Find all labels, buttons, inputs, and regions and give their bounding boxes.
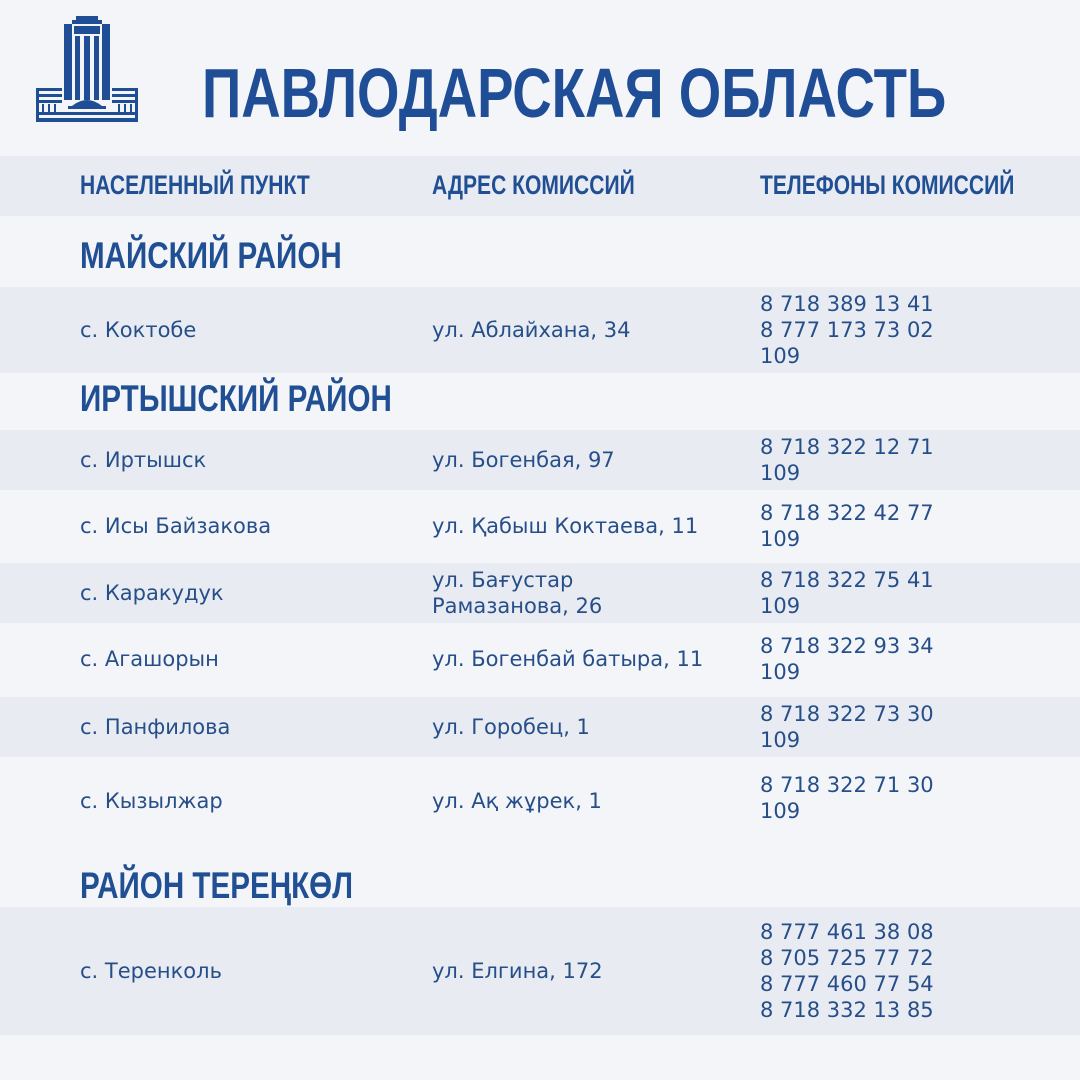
place-text: с. Каракудук [80,581,224,605]
section-title: МАЙСКИЙ РАЙОН [80,235,342,276]
address-text: ул. Елгина, 172 [432,959,603,983]
table-row [0,697,1080,757]
address-text: ул. Богенбай батыра, 11 [432,647,704,671]
address-cell [432,907,742,1035]
government-building-icon [34,14,140,124]
place-cell [80,563,410,623]
phones-text: 8 718 322 71 30 109 [760,773,934,823]
place-text: с. Панфилова [80,715,231,739]
address-text: ул. Ақ жұрек, 1 [432,789,602,813]
address-cell [432,563,742,623]
place-text: с. Иртышск [80,448,207,472]
place-text: с. Исы Байзакова [80,514,272,538]
address-text: ул. Горобец, 1 [432,715,590,739]
column-header-place: НАСЕЛЕННЫЙ ПУНКТ [80,170,310,200]
phones-cell [760,907,1060,1035]
address-cell [432,490,742,562]
place-text: с. Кызылжар [80,789,223,813]
place-cell [80,758,410,844]
table-row [0,907,1080,1035]
address-cell [432,430,742,490]
place-text: с. Коктобе [80,318,197,342]
section-title: РАЙОН ТЕРЕҢКӨЛ [80,865,353,906]
phones-cell [760,697,1060,757]
phones-text: 8 718 322 75 41 109 [760,568,934,618]
table-row [0,430,1080,490]
phones-text: 8 718 389 13 41 8 777 173 73 02 109 [760,292,934,368]
place-cell [80,907,410,1035]
address-cell [432,623,742,695]
address-text: ул. Богенбая, 97 [432,448,615,472]
place-cell [80,623,410,695]
phones-text: 8 718 322 73 30 109 [760,702,934,752]
address-text: ул. Аблайхана, 34 [432,318,631,342]
place-cell [80,430,410,490]
table-header [0,156,1080,216]
table-row [0,758,1080,844]
table-row [0,623,1080,695]
address-cell [432,697,742,757]
address-cell [432,758,742,844]
page-title: ПАВЛОДАРСКАЯ ОБЛАСТЬ [202,54,947,132]
phones-text: 8 777 461 38 08 8 705 725 77 72 8 777 460 77 54 8 718 332 13 85 [760,920,934,1022]
phones-cell [760,430,1060,490]
place-cell [80,490,410,562]
place-cell [80,287,410,373]
phones-text: 8 718 322 93 34 109 [760,634,934,684]
table-row [0,490,1080,562]
phones-cell [760,758,1060,824]
table-row [0,563,1080,623]
place-text: с. Теренколь [80,959,222,983]
phones-cell [760,623,1060,695]
address-text: ул. Қабыш Коктаева, 11 [432,514,699,538]
column-header-address: АДРЕС КОМИССИЙ [432,170,635,200]
table-row [0,287,1080,373]
section-title: ИРТЫШСКИЙ РАЙОН [80,378,392,419]
address-text: ул. Бағустар Рамазанова, 26 [432,568,603,618]
column-header-phones: ТЕЛЕФОНЫ КОМИССИЙ [760,170,1015,200]
phones-cell [760,490,1060,562]
phones-cell [760,287,1060,373]
phones-text: 8 718 322 12 71 109 [760,435,934,485]
phones-text: 8 718 322 42 77 109 [760,501,934,551]
phones-cell [760,563,1060,623]
place-cell [80,697,410,757]
address-cell [432,287,742,373]
place-text: с. Агашорын [80,647,219,671]
